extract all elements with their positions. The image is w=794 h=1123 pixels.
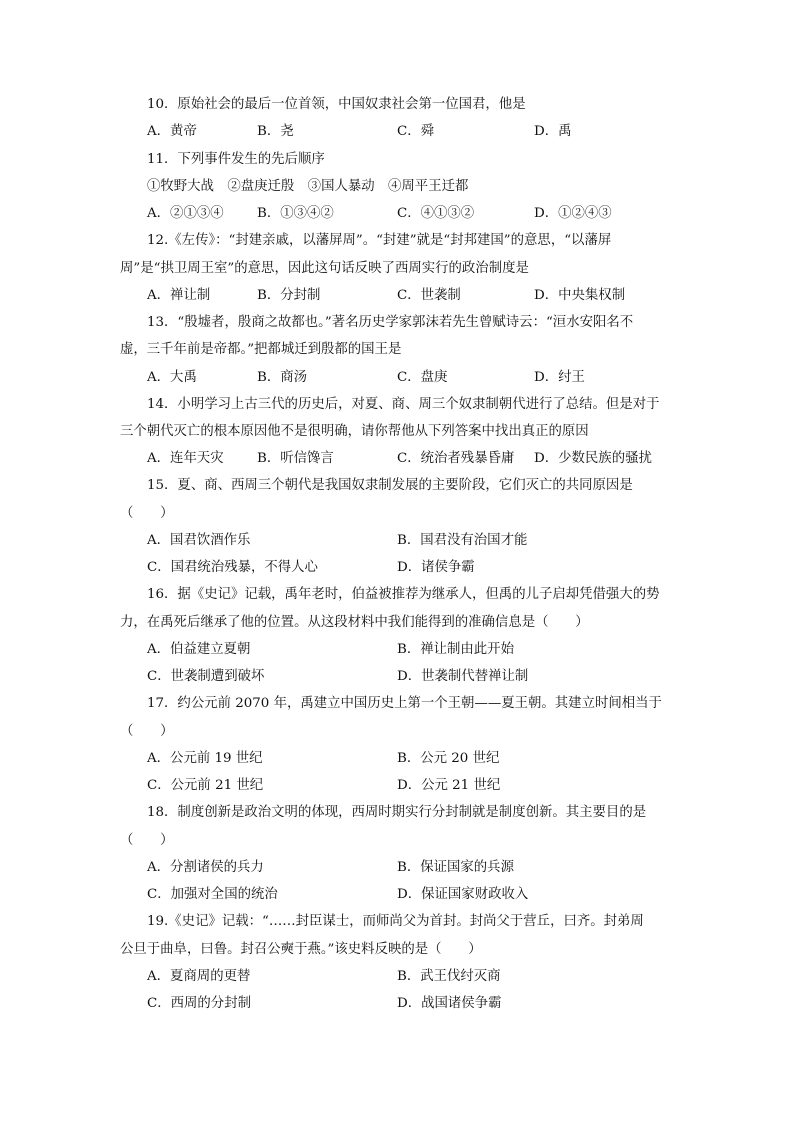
option-b[interactable]: B．尧 xyxy=(257,124,294,139)
option-b[interactable]: B．商汤 xyxy=(257,370,308,385)
question-11-events: ①牧野大战 ②盘庚迁殷 ③国人暴动 ④周平王迁都 xyxy=(147,179,469,194)
question-13-stem-cont: 虚，三千年前是帝都。”把都城迁到殷都的国王是 xyxy=(120,342,402,357)
option-b[interactable]: B．听信馋言 xyxy=(257,451,334,466)
question-12-stem: 12.《左传》：“封建亲戚，以藩屏周”。“封建”就是“封邦建国”的意思，“以藩屏 xyxy=(147,233,612,248)
option-c[interactable]: C．西周的分封制 xyxy=(147,996,251,1011)
question-14-stem: 14．小明学习上古三代的历史后，对夏、商、周三个奴隶制朝代进行了总结。但是对于 xyxy=(147,397,660,412)
option-c[interactable]: C．国君统治残暴，不得人心 xyxy=(147,560,318,575)
option-b[interactable]: B．公元 20 世纪 xyxy=(397,751,500,766)
option-d[interactable]: D．公元 21 世纪 xyxy=(397,778,501,793)
question-11-stem: 11．下列事件发生的先后顺序 xyxy=(147,152,325,167)
question-18-answer-blank[interactable]: （ ） xyxy=(120,833,174,848)
question-15-stem: 15．夏、商、西周三个朝代是我国奴隶制发展的主要阶段，它们灭亡的共同原因是 xyxy=(147,478,633,493)
question-18-stem: 18．制度创新是政治文明的体现，西周时期实行分封制就是制度创新。其主要目的是 xyxy=(147,805,647,820)
option-c[interactable]: C．舜 xyxy=(397,124,435,139)
question-15-answer-blank[interactable]: （ ） xyxy=(120,506,174,521)
option-d[interactable]: D．世袭制代替禅让制 xyxy=(397,669,529,684)
option-b[interactable]: B．分封制 xyxy=(257,288,321,303)
option-a[interactable]: A．公元前 19 世纪 xyxy=(147,751,263,766)
option-a[interactable]: A．伯益建立夏朝 xyxy=(147,642,251,657)
option-d[interactable]: D．保证国家财政收入 xyxy=(397,887,529,902)
option-c[interactable]: C．统治者残暴昏庸 xyxy=(397,451,515,466)
question-19-stem: 19.《史记》记载：“……封臣谋士，而师尚父为首封。封尚父于营丘，曰齐。封弟周 xyxy=(147,914,644,929)
question-16-stem: 16．据《史记》记载，禹年老时，伯益被推荐为继承人，但禹的儿子启却凭借强大的势 xyxy=(147,587,660,602)
option-d[interactable]: D．少数民族的骚扰 xyxy=(534,451,652,466)
option-a[interactable]: A．禅让制 xyxy=(147,288,211,303)
option-b[interactable]: B．保证国家的兵源 xyxy=(397,860,514,875)
option-a[interactable]: A．大禹 xyxy=(147,370,197,385)
option-c[interactable]: C．世袭制 xyxy=(397,288,461,303)
option-a[interactable]: A．黄帝 xyxy=(147,124,197,139)
question-13-stem: 13．“殷墟者，殷商之故都也。”著名历史学家郭沫若先生曾赋诗云：“洹水安阳名不 xyxy=(147,315,634,330)
question-17-stem: 17．约公元前 2070 年，禹建立中国历史上第一个王朝——夏王朝。其建立时间相当于 xyxy=(147,696,662,711)
option-b[interactable]: B．国君没有治国才能 xyxy=(397,533,528,548)
question-14-stem-cont: 三个朝代灭亡的根本原因他不是很明确，请你帮他从下列答案中找出真正的原因 xyxy=(120,424,589,439)
option-b[interactable]: B．①③④② xyxy=(257,206,334,221)
option-c[interactable]: C．④①③② xyxy=(397,206,475,221)
option-a[interactable]: A．夏商周的更替 xyxy=(147,969,251,984)
option-c[interactable]: C．公元前 21 世纪 xyxy=(147,778,264,793)
option-c[interactable]: C．盘庚 xyxy=(397,370,448,385)
option-a[interactable]: A．②①③④ xyxy=(147,206,224,221)
question-19-stem-cont: 公旦于曲阜，曰鲁。封召公奭于燕。”该史料反映的是（ ） xyxy=(120,942,482,957)
option-a[interactable]: A．国君饮酒作乐 xyxy=(147,533,251,548)
question-16-stem-cont: 力，在禹死后继承了他的位置。从这段材料中我们能得到的准确信息是（ ） xyxy=(120,615,589,630)
question-17-answer-blank[interactable]: （ ） xyxy=(120,724,174,739)
option-d[interactable]: D．①②④③ xyxy=(534,206,612,221)
question-12-stem-cont: 周”是“拱卫周王室”的意思，因此这句话反映了西周实行的政治制度是 xyxy=(120,261,529,276)
option-d[interactable]: D．诸侯争霸 xyxy=(397,560,475,575)
option-c[interactable]: C．加强对全国的统治 xyxy=(147,887,278,902)
option-d[interactable]: D．纣王 xyxy=(534,370,585,385)
option-a[interactable]: A．连年天灾 xyxy=(147,451,224,466)
option-c[interactable]: C．世袭制遭到破坏 xyxy=(147,669,265,684)
option-a[interactable]: A．分割诸侯的兵力 xyxy=(147,860,264,875)
option-d[interactable]: D．战国诸侯争霸 xyxy=(397,996,502,1011)
option-d[interactable]: D．禹 xyxy=(534,124,572,139)
option-d[interactable]: D．中央集权制 xyxy=(534,288,626,303)
option-b[interactable]: B．禅让制由此开始 xyxy=(397,642,514,657)
question-10-stem: 10．原始社会的最后一位首领，中国奴隶社会第一位国君，他是 xyxy=(147,97,526,112)
option-b[interactable]: B．武王伐纣灭商 xyxy=(397,969,501,984)
